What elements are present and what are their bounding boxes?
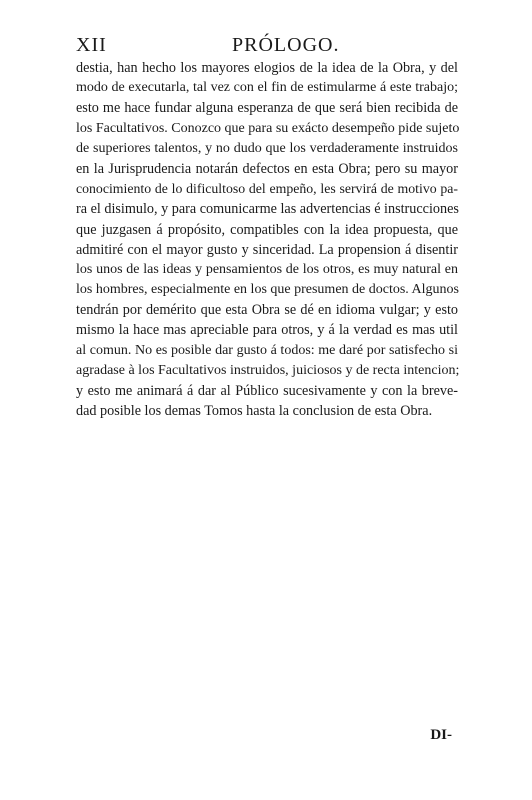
text-line: dad posible los demas Tomos hasta la conclusion de esta Obra.	[76, 403, 433, 420]
text-line: de superiores talentos, y no dudo que los verdaderamente instruidos	[76, 140, 458, 156]
text-line: destia, han hecho los mayores elogios de la idea de la Obra, y del	[76, 60, 458, 76]
text-line: que juzgasen á propósito, compatibles con la idea propuesta, que	[76, 221, 458, 238]
text-line: los unos de las ideas y pensamientos de los otros, es muy natural en	[76, 261, 458, 277]
text-line: al comun. No es posible dar gusto á todos: me daré por satisfecho si	[76, 342, 458, 358]
catchword: DI-	[430, 727, 452, 743]
text-line: esto me hace fundar alguna esperanza de que será bien recibida de	[76, 100, 458, 117]
text-line: los Facultativos. Conozco que para su exácto desempeño pide sujeto	[76, 120, 460, 136]
text-line: modo de executarla, tal vez con el fin de estimularme á este trabajo;	[76, 80, 458, 96]
body-paragraph	[76, 58, 458, 421]
text-line: tendrán por demérito que esta Obra se dé en idioma vulgar; y esto	[76, 302, 458, 319]
page-number: XII	[76, 34, 107, 56]
text-line: admitiré con el mayor gusto y sinceridad. La propension á disentir	[76, 241, 458, 258]
text-line: los hombres, especialmente en los que presumen de doctos. Algunos	[76, 282, 459, 298]
text-line: agradase à los Facultativos instruidos, juiciosos y de recta intencion;	[76, 362, 460, 378]
page-header	[76, 34, 458, 58]
text-line: ra el disimulo, y para comunicarme las advertencias é instrucciones	[76, 201, 459, 218]
text-line: conocimiento de lo dificultoso del empeño, les servirá de motivo pa-	[76, 181, 458, 197]
text-line: en la Jurisprudencia notarán defectos en esta Obra; pero su mayor	[76, 160, 458, 177]
text-line: mismo la hace mas apreciable para otros, y á la verdad es mas util	[76, 322, 458, 339]
running-title: PRÓLOGO.	[232, 34, 340, 56]
text-line: y esto me animará á dar al Público sucesivamente y con la breve-	[76, 383, 458, 399]
